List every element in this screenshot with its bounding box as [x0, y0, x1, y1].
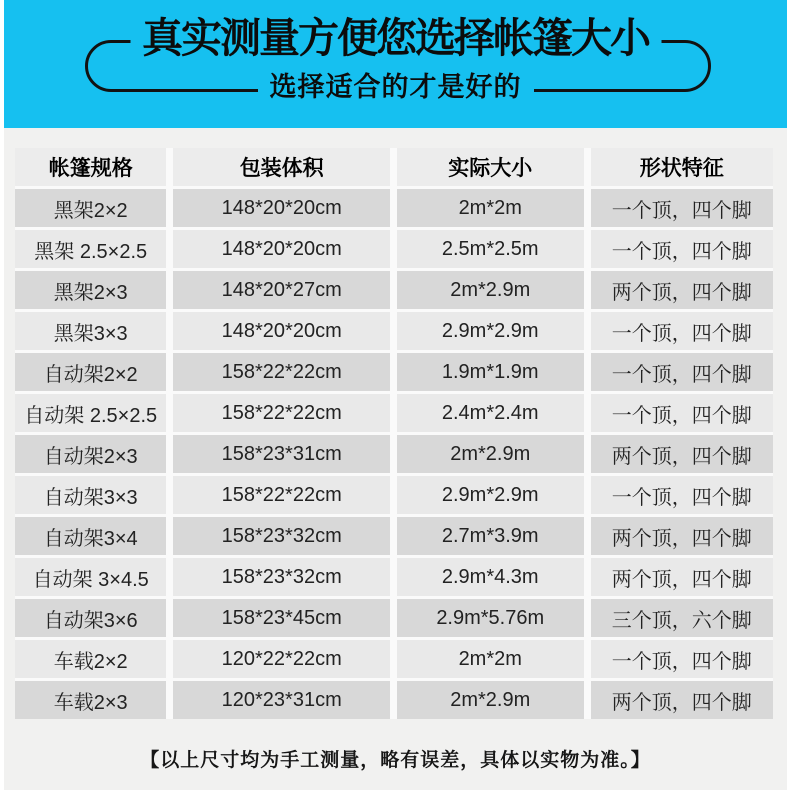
banner-subtitle: 选择适合的才是好的 [258, 71, 534, 103]
table-cell: 自动架 2.5×2.5 [15, 394, 166, 432]
table-cell: 一个顶，四个脚 [591, 394, 774, 432]
table-cell: 2.9m*4.3m [397, 558, 584, 596]
table-cell: 2.4m*2.4m [397, 394, 584, 432]
table-cell: 2m*2.9m [397, 271, 584, 309]
table-cell: 158*22*22cm [173, 476, 390, 514]
table-cell: 两个顶，四个脚 [591, 517, 774, 555]
table-cell: 158*22*22cm [173, 394, 390, 432]
table-cell: 两个顶，四个脚 [591, 435, 774, 473]
table-cell: 120*22*22cm [173, 640, 390, 678]
table-cell: 148*20*27cm [173, 271, 390, 309]
table-cell: 120*23*31cm [173, 681, 390, 719]
table-cell: 2m*2m [397, 640, 584, 678]
table-cell: 自动架 3×4.5 [15, 558, 166, 596]
table-cell: 2.5m*2.5m [397, 230, 584, 268]
table-cell: 一个顶，四个脚 [591, 353, 774, 391]
table-cell: 2.9m*2.9m [397, 312, 584, 350]
table-cell: 2m*2.9m [397, 435, 584, 473]
table-cell: 一个顶，四个脚 [591, 230, 774, 268]
table-cell: 车载2×3 [15, 681, 166, 719]
banner-title: 真实测量方便您选择帐篷大小 [130, 14, 661, 62]
table-cell: 自动架3×6 [15, 599, 166, 637]
table-cell: 1.9m*1.9m [397, 353, 584, 391]
table-cell: 2m*2m [397, 189, 584, 227]
table-cell: 2.9m*5.76m [397, 599, 584, 637]
table-cell: 黑架3×3 [15, 312, 166, 350]
table-cell: 自动架3×3 [15, 476, 166, 514]
table-cell: 黑架 2.5×2.5 [15, 230, 166, 268]
content-area [4, 128, 787, 790]
table-cell: 两个顶，四个脚 [591, 558, 774, 596]
table-cell: 一个顶，四个脚 [591, 476, 774, 514]
table-cell: 158*23*45cm [173, 599, 390, 637]
spec-table [15, 148, 773, 719]
table-cell: 自动架2×2 [15, 353, 166, 391]
table-cell: 148*20*20cm [173, 312, 390, 350]
table-cell: 一个顶，四个脚 [591, 312, 774, 350]
table-cell: 一个顶，四个脚 [591, 640, 774, 678]
table-cell: 148*20*20cm [173, 189, 390, 227]
table-cell: 黑架2×2 [15, 189, 166, 227]
table-cell: 158*22*22cm [173, 353, 390, 391]
table-cell: 158*23*32cm [173, 517, 390, 555]
table-cell: 2.9m*2.9m [397, 476, 584, 514]
column-header: 形状特征 [591, 148, 774, 186]
table-cell: 两个顶，四个脚 [591, 681, 774, 719]
table-cell: 自动架3×4 [15, 517, 166, 555]
measurement-note: 【以上尺寸均为手工测量，略有误差，具体以实物为准。】 [140, 750, 651, 771]
table-cell: 2m*2.9m [397, 681, 584, 719]
table-cell: 自动架2×3 [15, 435, 166, 473]
table-cell: 158*23*31cm [173, 435, 390, 473]
table-cell: 两个顶，四个脚 [591, 271, 774, 309]
column-header: 包装体积 [173, 148, 390, 186]
promo-banner [4, 0, 787, 128]
table-cell: 黑架2×3 [15, 271, 166, 309]
table-cell: 2.7m*3.9m [397, 517, 584, 555]
table-cell: 148*20*20cm [173, 230, 390, 268]
table-cell: 一个顶，四个脚 [591, 189, 774, 227]
table-cell: 158*23*32cm [173, 558, 390, 596]
table-cell: 车载2×2 [15, 640, 166, 678]
column-header: 实际大小 [397, 148, 584, 186]
column-header: 帐篷规格 [15, 148, 166, 186]
table-cell: 三个顶，六个脚 [591, 599, 774, 637]
